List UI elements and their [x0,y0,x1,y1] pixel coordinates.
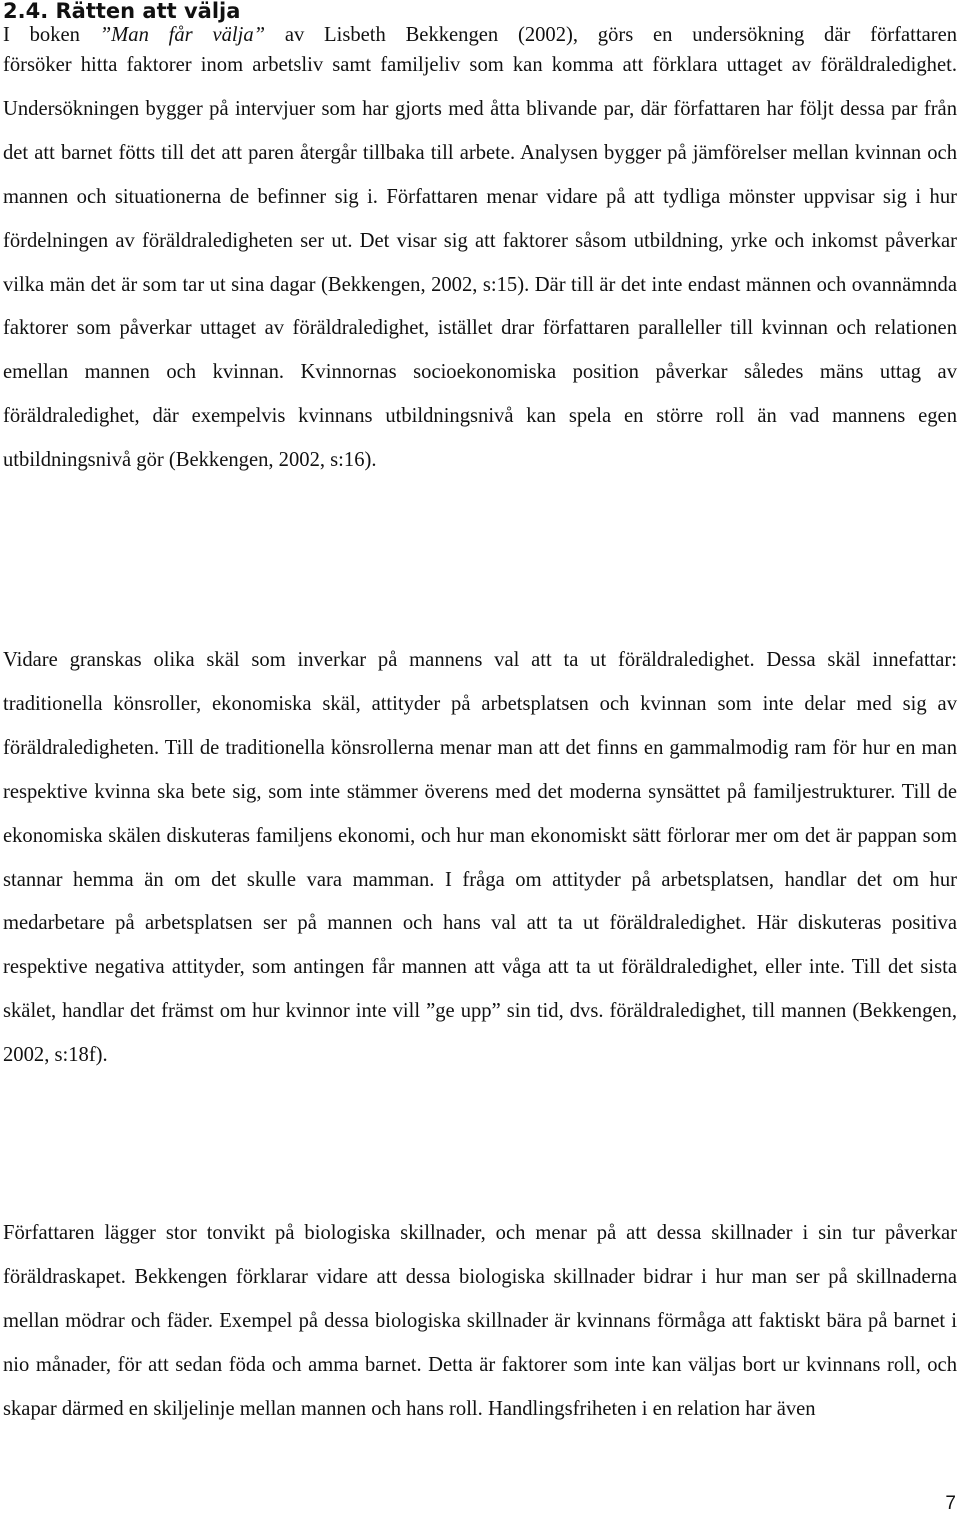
paragraph-1-body: försöker hitta faktorer inom arbetsliv samt familjeliv som kan komma att förklara uttaget av föräldraledighet. Undersökningen bygger på intervjuer som har gjorts med åtta blivande par, där författaren har följt dessa par från det att barnet fötts till det att paren återgår tillbaka till arbete. Analysen bygger på jämförelser mellan kvinnan och mannen och situationerna de befinner sig i. Författaren menar vidare på att tydliga mönster uppvisar sig i hur fördelningen av föräldraledigheten ser ut. Det visar sig att faktorer såsom utbildning, yrke och inkomst påverkar vilka män det är som tar ut sina dagar (Bekkengen, 2002, s:15). Där till är det inte endast männen och ovannämnda faktorer som påverkar uttaget av föräldraledighet, istället drar författaren paralleller till kvinnan och relationen emellan mannen och kvinnan. Kvinnornas socioekonomiska position påverkar således mäns uttag av föräldraledighet, där exempelvis kvinnans utbildningsnivå kan spela en större roll än vad mannens egen utbildningsnivå gör (Bekkengen, 2002, s:16). [3,54,957,472]
paragraph-3: Författaren lägger stor tonvikt på biologiska skillnader, och menar på att dessa skillnader i sin tur påverkar föräldraskapet. Bekkengen förklarar vidare att dessa biologiska skillnader bidrar i hur man ser på skillnaderna mellan mödrar och fäder. Exempel på dessa biologiska skillnader är kvinnans förmåga att faktiskt bära på barnet i nio månader, för att sedan föda och amma barnet. Detta är faktorer som inte kan väljas bort ur kvinnans roll, och skapar därmed en skiljelinje mellan mannen och hans roll. Handlingsfriheten i en relation har även [3,1222,957,1420]
page-number: 7 [945,1493,956,1514]
paragraph-1-intro: I boken [3,24,100,46]
book-title: ”Man får välja” [99,24,266,46]
paragraph-1-intro-continued: av Lisbeth Bekkengen (2002), görs en undersökning där författaren [265,24,958,46]
paragraph-2: Vidare granskas olika skäl som inverkar på mannens val att ta ut föräldraledighet. Dessa skäl innefattar: traditionella könsroller, ekonomiska skäl, attityder på arbetsplatsen och kvinnan som inte delar med sig av föräldraledigheten. Till de traditionella könsrollerna menar man att det finns en gammalmodig ram för hur en man respektive kvinna ska bete sig, som inte stämmer överens med det moderna synsättet på familjestrukturer. Till de ekonomiska skälen diskuteras familjens ekonomi, och hur man ekonomiskt sätt förlorar mer om det är pappan som stannar hemma än om det skulle vara mamman. I fråga om attityder på arbetsplatsen, handlar det om hur medarbetare på arbetsplatsen ser på mannen och hans val att ta ut föräldraledighet. Här diskuteras positiva respektive negativa attityder, som antingen får mannen att våga att ta ut föräldraledighet, eller inte. Till det sista skälet, handlar det främst om hur kvinnor inte vill ”ge upp” sin tid, dvs. föräldraledighet, till mannen (Bekkengen, 2002, s:18f). [3,649,957,1067]
section-heading: 2.4. Rätten att välja [3,0,241,23]
paragraph-1 [3,22,957,483]
